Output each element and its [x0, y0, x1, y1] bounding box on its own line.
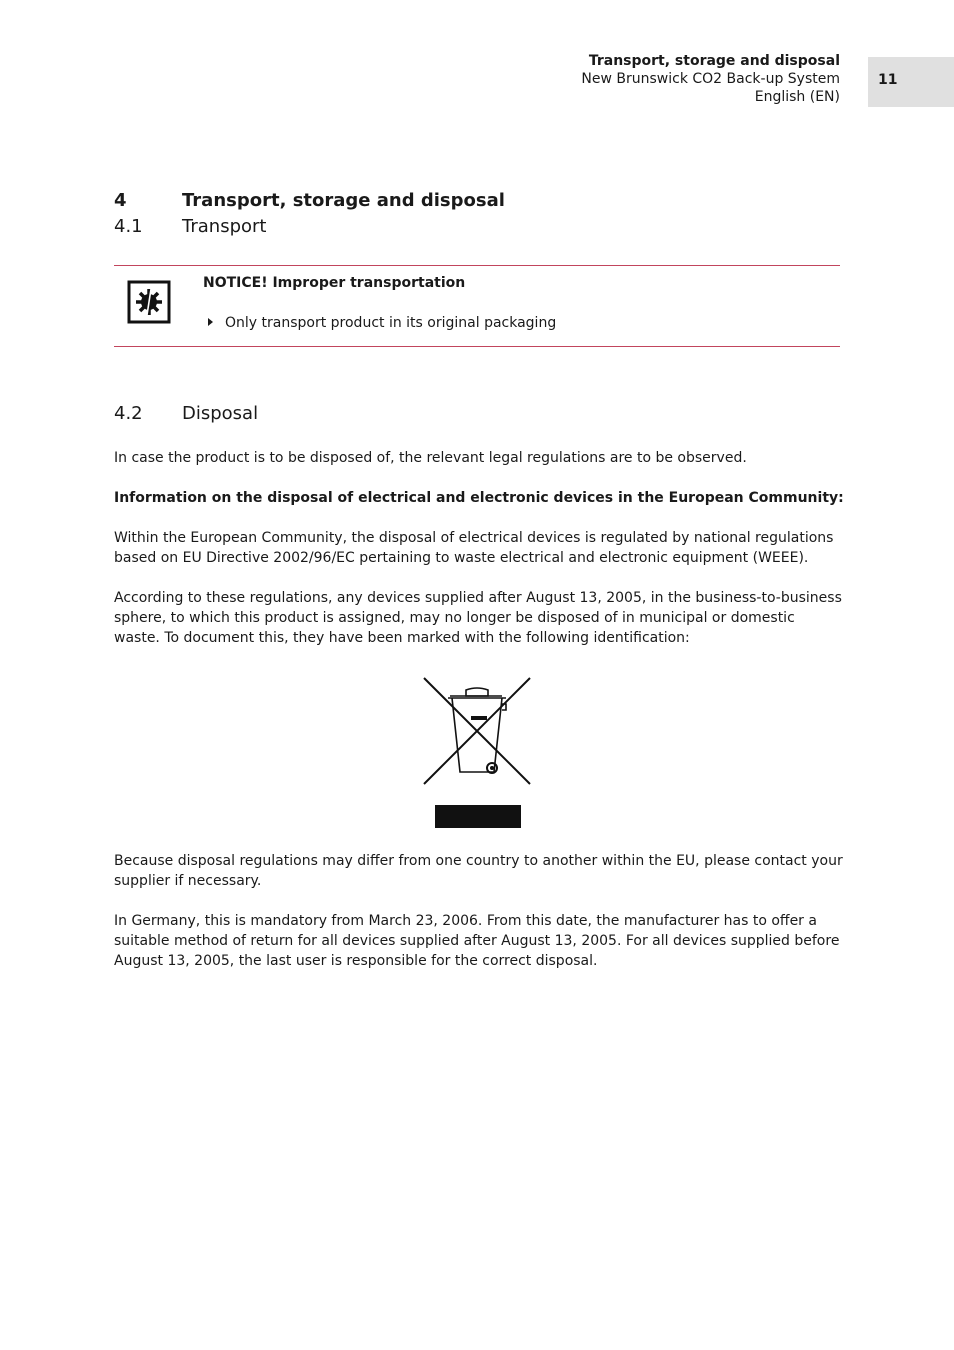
notice-item	[208, 315, 556, 331]
running-header	[581, 52, 840, 106]
transport-title: Transport	[182, 216, 267, 237]
disposal-paragraph-3: Within the European Community, the disposal of electrical devices is regulated by national regulations based on EU Directive 2002/96/EC pertaining to waste electrical and electronic equipment (WEEE).	[114, 530, 834, 566]
header-title: Transport, storage and disposal	[588, 53, 840, 69]
disposal-paragraph-1: In case the product is to be disposed of, the relevant legal regulations are to be observed.	[114, 450, 747, 466]
disposal-heading	[114, 403, 258, 424]
notice-box	[114, 265, 840, 347]
page-number: 11	[868, 57, 954, 107]
bullet-arrow-icon	[208, 318, 213, 326]
header-product: New Brunswick CO2 Back-up System	[581, 71, 840, 87]
section-number: 4	[114, 190, 127, 211]
disposal-paragraph-2: Information on the disposal of electrical and electronic devices in the European Community:	[114, 490, 844, 506]
notice-item-text: Only transport product in its original packaging	[225, 315, 557, 331]
disposal-number: 4.2	[114, 403, 143, 424]
crossed-out-wheelie-bin-icon	[422, 676, 532, 786]
notice-title: NOTICE! Improper transportation	[203, 275, 466, 291]
transport-number: 4.1	[114, 216, 143, 237]
disposal-title: Disposal	[182, 403, 259, 424]
section-heading	[114, 190, 505, 211]
transport-heading	[114, 216, 266, 237]
section-title: Transport, storage and disposal	[182, 190, 505, 211]
weee-date-bar	[435, 805, 521, 828]
header-language: English (EN)	[754, 89, 840, 105]
disposal-paragraph-6: In Germany, this is mandatory from March 23, 2006. From this date, the manufacturer has to offer a suitable method of return for all devices supplied after August 13, 2005. For all devices supplied before August 13, 2005, the last user is responsible for the correct disposal.	[114, 913, 840, 969]
disposal-paragraph-5: Because disposal regulations may differ from one country to another within the EU, please contact your supplier if necessary.	[114, 853, 843, 889]
notice-gear-icon	[127, 280, 171, 324]
disposal-paragraph-4: According to these regulations, any devices supplied after August 13, 2005, in the business-to-business sphere, to which this product is assigned, may no longer be disposed of in municipal or domestic waste. To document this, they have been marked with the following identification:	[114, 590, 842, 646]
